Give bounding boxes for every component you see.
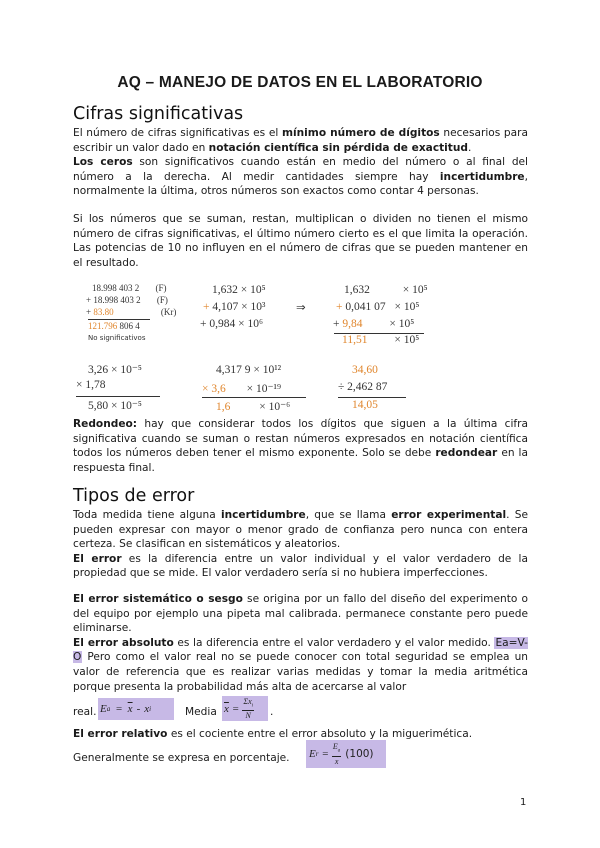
text: son significativos cuando están en medio del número o al final del número a la derecha. Al medir cantidades siempre hay xyxy=(73,156,528,183)
bold-text: mínimo número de dígitos xyxy=(281,127,440,139)
power: × 10⁻⁶ xyxy=(259,401,291,413)
formula-absolute-error: E a = $\overline{x}$ - x i xyxy=(98,698,174,720)
example-b-line-1: 1,632 × 10⁵ xyxy=(212,284,266,296)
mult-line-2: × 1,78 xyxy=(76,379,106,391)
example-c-line-3 xyxy=(333,318,414,330)
div-rule xyxy=(338,397,406,398)
example-a-line-2: + 18.998 403 2 (F) xyxy=(86,295,168,305)
example-c-line-2 xyxy=(336,301,419,313)
real-label: real. xyxy=(73,706,97,718)
text: , normalmente la última, otros números son exactos como contar 4 personas. xyxy=(73,170,528,198)
bold-text: Redondeo: xyxy=(73,418,138,430)
example-a-value: 18.998 403 2 xyxy=(93,295,141,305)
text: . Se pueden expresar con mayor o menor grado de confianza pero nunca con entera certeza. Se clasifican en sistemáticos y aleatorios. xyxy=(73,509,528,551)
mult2-line-1: 4,317 9 × 10¹² xyxy=(216,364,282,376)
example-a-tag: (F) xyxy=(155,283,167,293)
example-c-line-1 xyxy=(344,284,428,296)
example-a-line-1 xyxy=(92,283,167,293)
porcentaje-text: Generalmente se expresa en porcentaje. xyxy=(73,752,290,764)
mult-line-1: 3,26 × 10⁻⁵ xyxy=(88,364,142,376)
div-line-1: 34,60 xyxy=(352,364,378,376)
formula-mean: $\overline{x}$ = $\Sigma x_i$ N xyxy=(222,696,268,721)
example-a-tag: (Kr) xyxy=(160,307,177,317)
bold-text: El error absoluto xyxy=(73,636,174,649)
power: × 10⁵ xyxy=(389,318,415,330)
power: × 10⁻¹⁹ xyxy=(246,383,282,395)
example-b-line-3 xyxy=(200,318,263,330)
text: en la respuesta final. xyxy=(73,447,528,474)
bold-text: Los ceros xyxy=(73,156,133,169)
text: Pero como el valor real no se puede conocer con total seguridad se emplea un valor de referencia que es realizar varias medidas y tomar la media aritmética porque presenta la probabilidad más alta de acercarse al valor xyxy=(73,651,528,693)
example-a-line-3: + 83.80 (Kr) xyxy=(86,307,177,317)
heading-cifras-significativas: Cifras significativas xyxy=(73,104,244,124)
paragraph-redondeo xyxy=(73,417,528,475)
value: 1,6 xyxy=(216,401,231,413)
example-c-result xyxy=(342,334,419,346)
div-line-2: ÷ 2,462 87 xyxy=(338,381,388,393)
mult2-result xyxy=(216,399,290,413)
paragraph-incertidumbre xyxy=(73,508,528,581)
bold-text: El error sistemático o sesgo xyxy=(73,593,243,605)
bold-text: notación científica sin pérdida de exactitud xyxy=(208,141,468,154)
text: , que se llama xyxy=(305,509,392,521)
value: 1,632 xyxy=(344,284,370,296)
value: 0,041 07 xyxy=(345,301,386,313)
text: hay que considerar todos los dígitos que siguen a la última cifra significativa cuando se suman o restan números expresados en notación científica todos los números deben tener el mismo exponente. Solo se debe xyxy=(73,418,528,460)
operator: + xyxy=(333,318,340,330)
example-b-line-2 xyxy=(203,301,265,313)
formula-relative-error: E r = $\frac{E_a}{x}$ (100) xyxy=(306,740,386,768)
value: 0,984 × 10⁶ xyxy=(209,318,263,330)
operator: + xyxy=(336,301,343,313)
bold-text: error experimental xyxy=(391,509,507,521)
mult2-rule xyxy=(202,397,306,398)
arrow-symbol: ⇒ xyxy=(296,302,306,314)
example-a-value: 83.80 xyxy=(93,307,114,317)
paragraph-cifras-definicion xyxy=(73,126,528,199)
example-a-tag: (F) xyxy=(156,295,168,305)
value: 9,84 xyxy=(342,318,363,330)
period: . xyxy=(270,706,274,718)
mult-result: 5,80 × 10⁻⁵ xyxy=(88,400,142,412)
example-a-note: No significativos xyxy=(88,334,146,342)
paragraph-error-sistematico xyxy=(73,592,528,694)
paragraph-operaciones: Si los números que se suman, restan, multiplican o dividen no tienen el mismo número de cifras significativas, el último número cierto es el que limita la operación. Las potencias de 10 no influyen en el número de cifras que se pueden mantener en el resultado. xyxy=(73,213,528,269)
text: se origina por un fallo del diseño del experimento o del equipo por ejemplo una pipeta mal calibrada. permanece constante pero puede eliminarse. xyxy=(73,593,529,635)
mult2-line-2 xyxy=(202,381,281,395)
power: × 10⁵ xyxy=(402,284,428,296)
div-result: 14,05 xyxy=(352,399,378,411)
bold-text: El error relativo xyxy=(73,728,168,740)
example-a-value: 18.998 403 2 xyxy=(92,283,140,293)
bold-text: incertidumbre xyxy=(220,509,306,521)
document-title: AQ – MANEJO DE DATOS EN EL LABORATORIO xyxy=(117,74,483,91)
text: . xyxy=(468,141,472,154)
highlighted-formula: Ea=V-O xyxy=(73,636,528,664)
example-a-rule xyxy=(88,319,150,320)
heading-tipos-de-error: Tipos de error xyxy=(73,486,195,506)
text: Toda medida tiene alguna xyxy=(73,509,221,521)
value: × 3,6 xyxy=(202,383,226,395)
example-a-result: 121.796 806 4 xyxy=(88,321,140,331)
bold-text: incertidumbre xyxy=(439,170,525,183)
operator: + xyxy=(203,301,210,313)
power: × 10⁵ xyxy=(394,301,420,313)
value: 4,107 × 10³ xyxy=(212,301,266,313)
bold-text: redondear xyxy=(435,447,498,460)
paragraph-error-relativo xyxy=(73,727,528,742)
text: es la diferencia entre un valor individual y el valor verdadero de la propiedad que se mide. El valor verdadero sería si no hubiera imperfecciones. xyxy=(73,552,528,580)
text: es la diferencia entre el valor verdadero y el valor medido. xyxy=(173,636,495,649)
text: El número de cifras significativas es el xyxy=(73,127,282,139)
page-number: 1 xyxy=(520,797,527,808)
text: necesarios para escribir un valor dado en xyxy=(73,127,528,154)
text: es el cociente entre el error absoluto y la miguerimética. xyxy=(167,728,473,740)
mult-rule xyxy=(76,396,160,397)
power: × 10⁵ xyxy=(394,334,420,346)
bold-text: El error xyxy=(73,552,122,565)
operator: + xyxy=(200,318,207,330)
value: 11,51 xyxy=(342,334,368,346)
media-label: Media xyxy=(185,706,217,718)
